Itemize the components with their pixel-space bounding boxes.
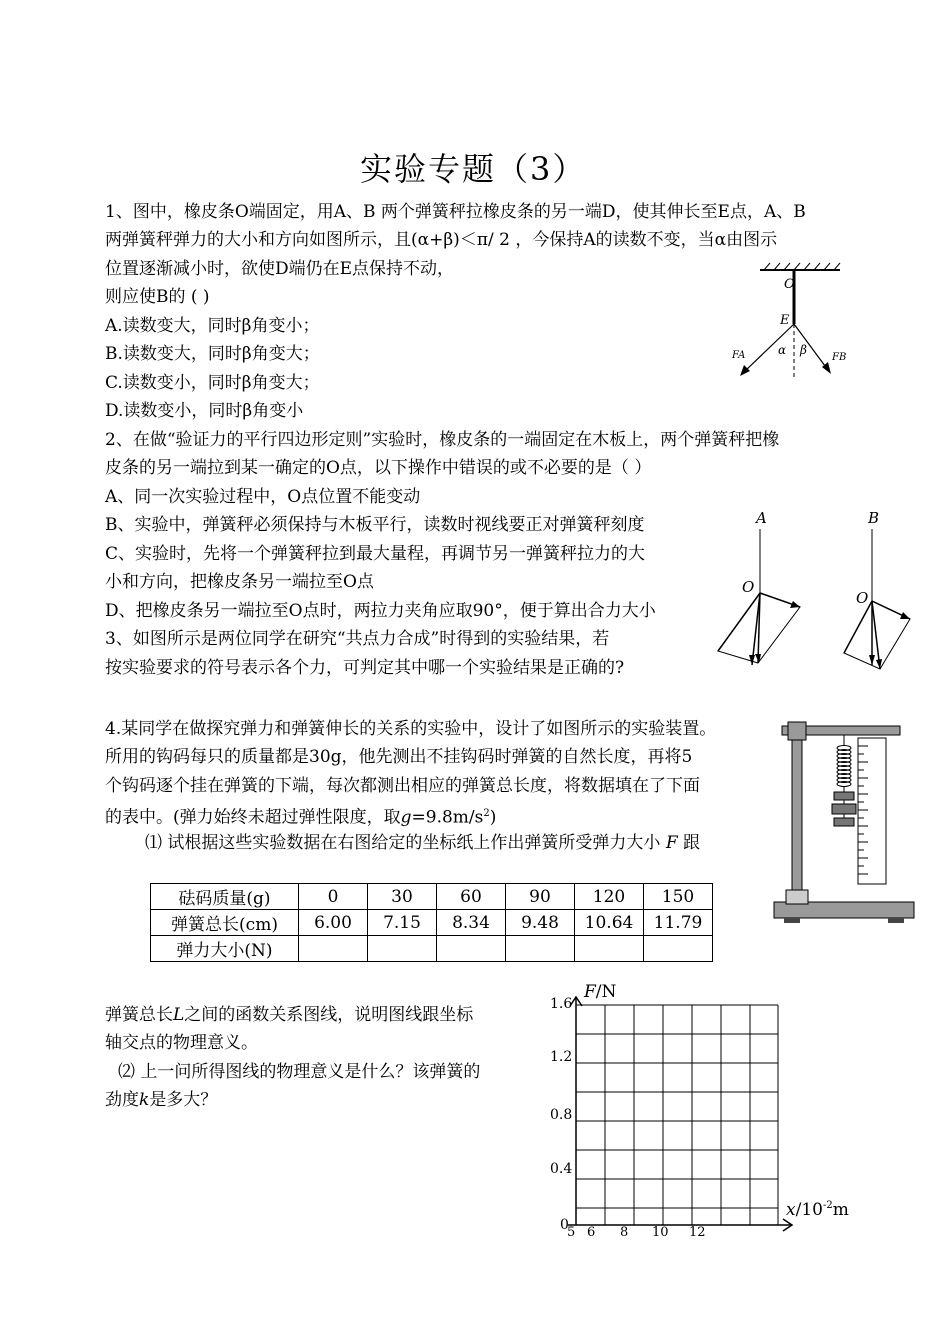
table-cell: 11.79 [644, 910, 713, 936]
graph-x-tick: 12 [689, 1225, 706, 1240]
table-cell: 120 [575, 884, 644, 910]
graph-y-axis-label: F/N [584, 982, 617, 1002]
q3-label-o-a: O [742, 578, 755, 596]
q1-force-figure [730, 260, 850, 380]
q4-text-line2: 所用的钩码每只的质量都是30g，他先测出不挂钩码时弹簧的自然长度，再将5 [105, 747, 693, 767]
table-cell [299, 936, 368, 962]
q4-text-line3: 个钩码逐个挂在弹簧的下端，每次都测出相应的弹簧总长度，将数据填在了下面 [105, 776, 700, 796]
q1-label-fa: FA [732, 350, 746, 361]
q4-cont-line2: 轴交点的物理意义。 [105, 1033, 258, 1053]
q4-cont-line1: 弹簧总长L之间的函数关系图线，说明图线跟坐标 [105, 1005, 474, 1025]
q3-label-b: B [868, 509, 880, 527]
q1-text-line2: 两弹簧秤弹力的大小和方向如图所示，且(α+β)＜π/ 2 ，今保持A的读数不变，当α由图示 [105, 230, 778, 250]
graph-x-tick: 6 [587, 1225, 596, 1240]
graph-y-tick: 0.8 [550, 1107, 573, 1123]
table-cell: 60 [437, 884, 506, 910]
q2-option-b: B、实验中，弹簧秤必须保持与木板平行，读数时视线要正对弹簧秤刻度 [105, 515, 645, 535]
table-cell: 砝码质量(g) [151, 884, 299, 910]
page-title: 实验专题（3） [360, 150, 587, 188]
graph-x-axis-label: $x/10^{-2}m$ [786, 1200, 849, 1220]
q3-text-line2: 按实验要求的符号表示各个力，可判定其中哪一个实验结果是正确的? [105, 658, 625, 678]
graph-y-tick: 1.2 [550, 1049, 573, 1065]
q2-text-line1: 2、在做“验证力的平行四边形定则”实验时，橡皮条的一端固定在木板上，两个弹簧秤把橡 [105, 430, 780, 450]
q3-text-line1: 3、如图所示是两位同学在研究“共点力合成”时得到的实验结果，若 [105, 629, 610, 649]
graph-x-tick: 10 [652, 1225, 669, 1240]
table-cell: 9.48 [506, 910, 575, 936]
blank-graph-grid [540, 975, 860, 1245]
q3-figure-b [840, 505, 940, 675]
q1-label-e: E [780, 313, 790, 328]
q2-option-a: A、同一次实验过程中，O点位置不能变动 [105, 487, 421, 507]
q1-text-line1: 1、图中，橡皮条O端固定，用A、B 两个弹簧秤拉橡皮条的另一端D，使其伸长至E点，A、B [105, 202, 806, 222]
q1-option-b: B.读数变大，同时β角变大； [105, 344, 320, 364]
table-cell: 7.15 [368, 910, 437, 936]
graph-y-tick: 1.6 [550, 996, 573, 1012]
q2-option-c-line1: C、实验时，先将一个弹簧秤拉到最大量程，再调节另一弹簧秤拉力的大 [105, 544, 646, 564]
q3-figure-a [712, 505, 812, 675]
q3-label-a: A [756, 509, 767, 527]
graph-x-tick: 5 [567, 1225, 576, 1240]
q1-option-d: D.读数变小，同时β角变小 [105, 401, 304, 421]
q3-label-o-b: O [856, 589, 869, 607]
table-cell: 150 [644, 884, 713, 910]
graph-x-tick: 8 [620, 1225, 629, 1240]
q2-option-c-line2: 小和方向，把橡皮条另一端拉至O点 [105, 572, 374, 592]
q1-option-c: C.读数变小，同时β角变大； [105, 373, 320, 393]
q1-label-beta: β [800, 343, 807, 357]
q2-text-line2: 皮条的另一端拉到某一确定的O点，以下操作中错误的或不必要的是（ ） [105, 458, 652, 478]
data-table [150, 883, 713, 962]
q1-text-line3: 位置逐渐减小时，欲使D端仍在E点保持不动， [105, 259, 455, 279]
table-row-force [151, 936, 713, 962]
table-cell: 10.64 [575, 910, 644, 936]
q4-subquestion-2: ⑵ 上一问所得图线的物理意义是什么？该弹簧的 [118, 1062, 481, 1082]
q1-option-a: A.读数变大，同时β角变小； [105, 316, 320, 336]
q2-option-d: D、把橡皮条另一端拉至O点时，两拉力夹角应取90°，便于算出合力大小 [105, 601, 656, 621]
q1-label-alpha: α [778, 343, 787, 357]
table-cell: 30 [368, 884, 437, 910]
table-row-length [151, 910, 713, 936]
q1-label-fb: FB [832, 352, 847, 363]
graph-y-tick: 0 [560, 1217, 569, 1233]
table-cell: 弹力大小(N) [151, 936, 299, 962]
table-cell: 90 [506, 884, 575, 910]
table-cell [437, 936, 506, 962]
spring-apparatus-figure [772, 718, 916, 924]
q4-text-line1: 4.某同学在做探究弹力和弹簧伸长的关系的实验中，设计了如图所示的实验装置。 [105, 719, 717, 739]
table-cell [506, 936, 575, 962]
table-cell: 6.00 [299, 910, 368, 936]
table-cell [368, 936, 437, 962]
table-cell [644, 936, 713, 962]
q1-label-o: O [784, 277, 795, 292]
q4-text-line4: 的表中。(弹力始终未超过弹性限度，取$g=9.8m/s^2$) [105, 807, 497, 828]
table-cell: 0 [299, 884, 368, 910]
table-cell [575, 936, 644, 962]
graph-y-tick: 0.4 [550, 1161, 573, 1177]
table-cell: 8.34 [437, 910, 506, 936]
q4-subquestion-1: ⑴ 试根据这些实验数据在右图给定的坐标纸上作出弹簧所受弹力大小 F 跟 [145, 833, 701, 853]
q1-text-line4: 则应使B的 ( ) [105, 287, 210, 307]
table-row-mass [151, 884, 713, 910]
table-cell: 弹簧总长(cm) [151, 910, 299, 936]
q4-subquestion-2-line2: 劲度k是多大？ [105, 1090, 218, 1110]
